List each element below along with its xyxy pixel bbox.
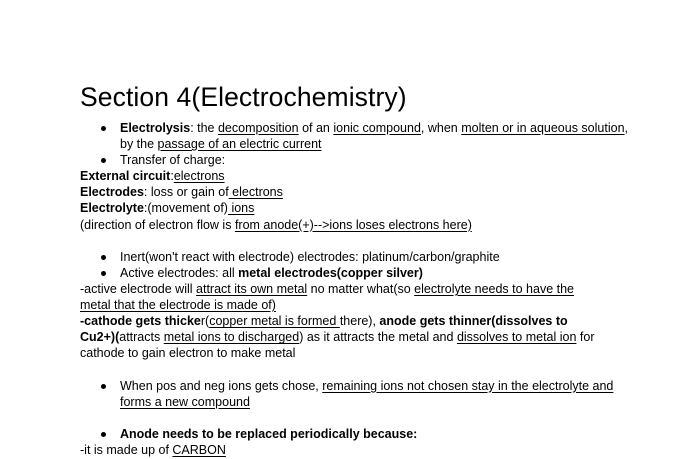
bullet-dot [101,384,106,389]
bullet-active-electrodes: Active electrodes: all metal electrodes(copper silver) [80,265,640,281]
document-page [80,80,640,458]
bullet-dot [101,158,106,163]
bullet-dot [101,432,106,437]
line-carbon: -it is made up of CARBON [80,442,226,457]
line-electron-flow: (direction of electron flow is from anode(+)-->ions loses electrons here) [80,217,472,232]
bullet-dot [101,271,106,276]
bullet-dot [101,255,106,260]
para-active-electrode: -active electrode will attract its own metal no matter what(so electrolyte needs to have the metal that the electrode is made of) [80,281,574,313]
spacer [80,233,640,249]
line-external-circuit: External circuit:electrons [80,169,225,184]
spacer [80,361,640,377]
bullet-electrolysis: Electrolysis: the decomposition of an ionic compound, when molten or in aqueous solution, by the passage of an electric current [80,120,640,152]
bullet-transfer-of-charge: Transfer of charge: [80,152,640,168]
line-electrolyte: Electrolyte:(movement of) ions [80,201,255,216]
section-title: Section 4(Electrochemistry) [80,82,407,112]
document-body [80,120,640,458]
bullet-inert-electrodes: Inert(won't react with electrode) electrodes: platinum/carbon/graphite [80,249,640,265]
spacer [80,410,640,426]
bullet-remaining-ions: When pos and neg ions gets chose, remaining ions not chosen stay in the electrolyte and forms a new compound [80,378,630,410]
bullet-anode-replaced: Anode needs to be replaced periodically because: [80,426,640,442]
para-cathode-anode: -cathode gets thicker(copper metal is formed there), anode gets thinner(dissolves to Cu2+)(attracts metal ions to discharged) as it attracts the metal and dissolves to metal ion for cathode to gain electron to make metal [80,314,595,361]
line-electrodes: Electrodes: loss or gain of electrons [80,185,283,200]
term-electrolysis: Electrolysis [120,121,191,135]
bullet-dot [101,126,106,131]
